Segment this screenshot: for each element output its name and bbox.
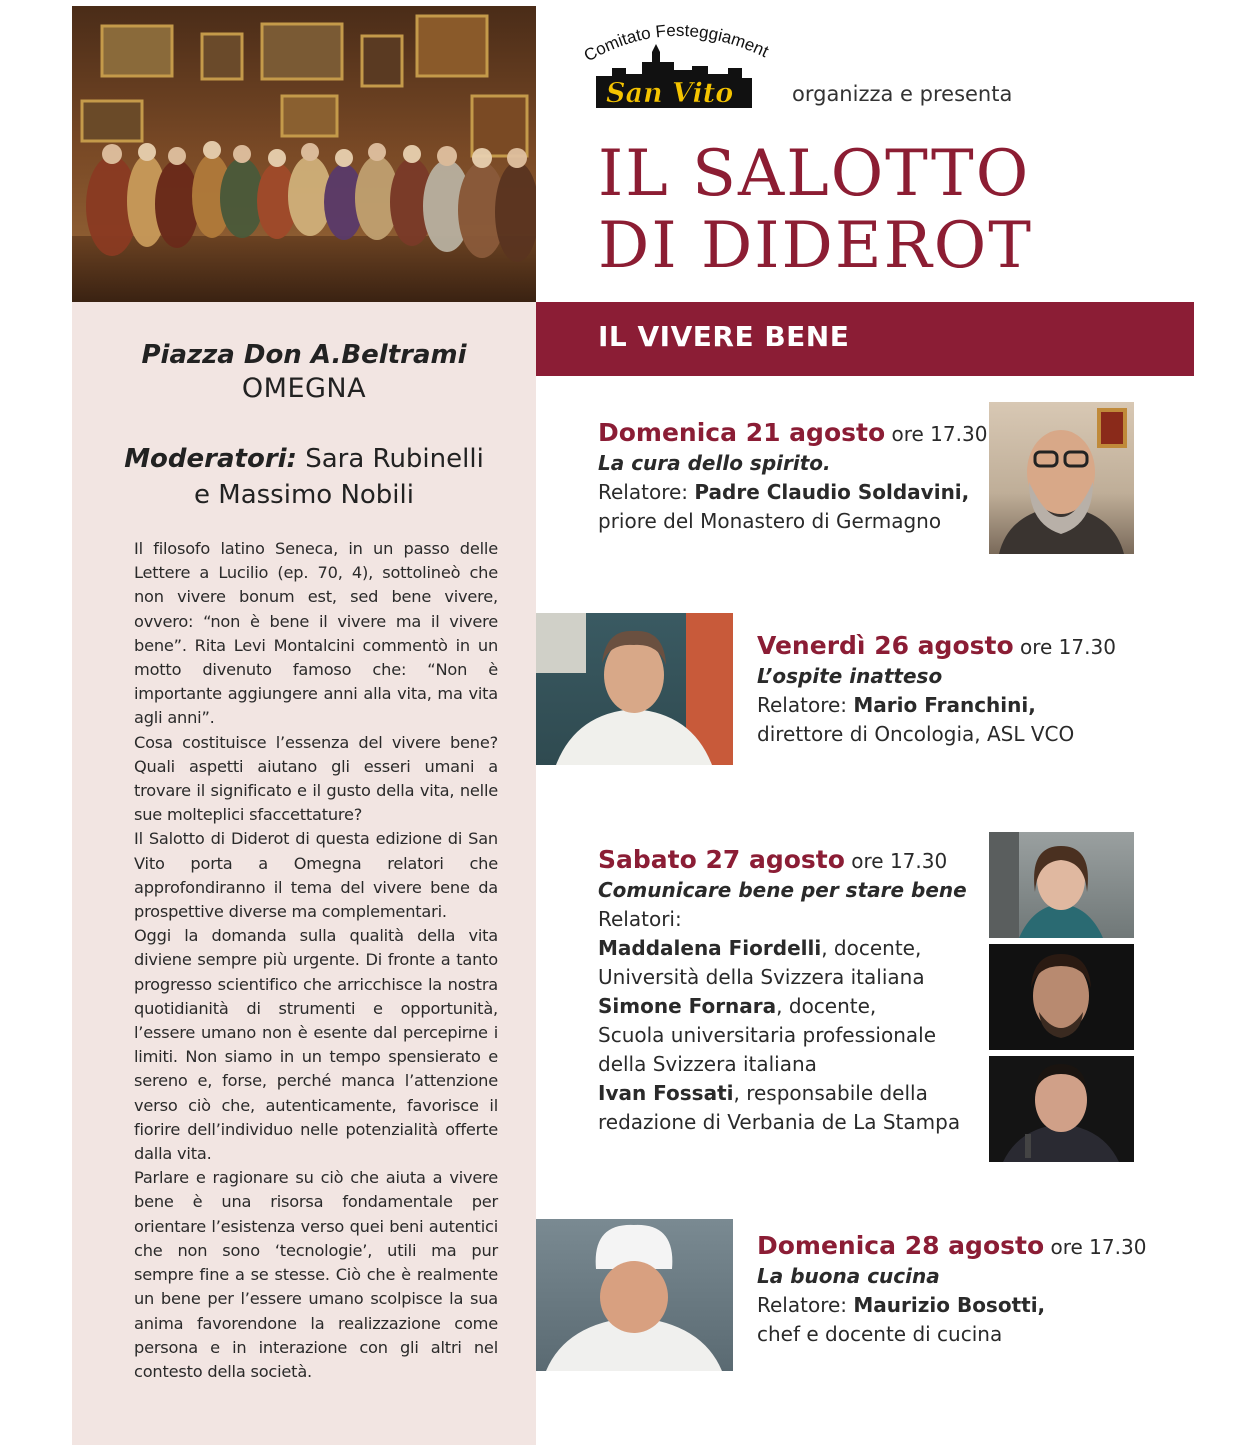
- event-3: [598, 845, 967, 1137]
- event-date: Venerdì 26 agosto: [757, 631, 1014, 660]
- event-topic: Comunicare bene per stare bene: [598, 878, 967, 902]
- speaker-name: Ivan Fossati: [598, 1081, 734, 1105]
- speaker-photo-fiordelli: [989, 832, 1134, 938]
- intro-paragraph: Parlare e ragionare su ciò che aiuta a vivere bene è una risorsa fondamentale per orientare l’esistenza verso quei beni autentici che non sono ‘tecnologie’, utili ma pur sempre fine a se stesse. Ciò che è realmente un bene per l’essere umano scolpisce la sua anima favorendone la realizzazione come persona e in interazione con gli altri nel contesto della società.: [134, 1168, 498, 1381]
- moderators-label: Moderatori:: [124, 444, 297, 474]
- event-2: [757, 631, 1116, 749]
- event-date: Domenica 21 agosto: [598, 418, 886, 447]
- title-line-1: IL SALOTTO: [598, 137, 1031, 211]
- intro-paragraph: Oggi la domanda sulla qualità della vita diviene sempre più urgente. Di fronte a tanto progresso scientifico che arricchisce la nostra quotidianità di strumenti e opportunità, l’essere umano non è esente dal percepirne i limiti. Non siamo in un tempo spensierato e sereno e, forse, perché manca l’attenzione verso ciò che, autenticamente, favorisce il fiorire dell’individuo nelle potenzialità offerte dalla vita.: [134, 926, 498, 1164]
- theme-band: [536, 302, 1194, 376]
- relatore-label: Relatore:: [757, 1293, 854, 1317]
- venue-city: OMEGNA: [241, 373, 367, 404]
- speaker-affiliation: della Svizzera italiana: [598, 1052, 817, 1076]
- speaker-affiliation: Scuola universitaria professionale: [598, 1023, 936, 1047]
- relatore-name: Padre Claudio Soldavini,: [694, 480, 970, 504]
- speaker-affiliation: Università della Svizzera italiana: [598, 965, 925, 989]
- relatore-name: Maurizio Bosotti,: [853, 1293, 1046, 1317]
- event-1: [598, 418, 987, 536]
- theme-label: IL VIVERE BENE: [598, 320, 850, 353]
- speaker-role: , docente,: [821, 936, 922, 960]
- relatore-role: direttore di Oncologia, ASL VCO: [757, 722, 1075, 746]
- speaker-name: Maddalena Fiordelli: [598, 936, 822, 960]
- speaker-name: Simone Fornara: [598, 994, 777, 1018]
- relatore-label: Relatore:: [598, 480, 695, 504]
- intro-paragraph: Cosa costituisce l’essenza del vivere bene? Quali aspetti aiutano gli esseri umani a trovare il significato e il gusto della vita, nelle sue molteplici sfaccettature?: [134, 732, 498, 825]
- moderators-names-1: Sara Rubinelli: [296, 444, 484, 474]
- relatori-label: Relatori:: [598, 907, 682, 931]
- relatore-role: priore del Monastero di Germagno: [598, 509, 942, 533]
- event-date: Sabato 27 agosto: [598, 845, 845, 874]
- event-time: ore 17.30: [1044, 1235, 1147, 1259]
- event-time: ore 17.30: [885, 422, 988, 446]
- event-topic: L’ospite inatteso: [757, 664, 943, 688]
- title-line-2: DI DIDEROT: [598, 209, 1033, 283]
- event-topic: La cura dello spirito.: [598, 451, 831, 475]
- event-topic: La buona cucina: [757, 1264, 940, 1288]
- speaker-photo-fornara: [989, 944, 1134, 1050]
- speaker-affiliation: redazione di Verbania de La Stampa: [598, 1110, 961, 1134]
- intro-paragraph: Il filosofo latino Seneca, in un passo delle Lettere a Lucilio (ep. 70, 4), sottolineò che non vivere bonum est, sed bene vivere, ovvero: “non è bene il vivere ma il vivere bene”. Rita Levi Montalcini commentò in un motto divenuto famoso che: “Non è importante aggiungere anni alla vita, ma vita agli anni”.: [134, 539, 498, 728]
- salon-painting: [72, 6, 536, 302]
- speaker-photo-franchini: [536, 613, 733, 765]
- event-time: ore 17.30: [844, 849, 948, 873]
- venue-place: Piazza Don A.Beltrami: [141, 340, 467, 370]
- logo-name: San Vito: [606, 78, 734, 109]
- event-date: Domenica 28 agosto: [757, 1231, 1045, 1260]
- relatore-name: Mario Franchini,: [853, 693, 1036, 717]
- speaker-photo-soldavini: [989, 402, 1134, 554]
- organizza-text: organizza e presenta: [792, 82, 1013, 106]
- event-title: [598, 138, 1158, 282]
- event-4: [757, 1231, 1146, 1349]
- relatore-label: Relatore:: [757, 693, 854, 717]
- san-vito-logo: [582, 18, 772, 118]
- speaker-role: , responsabile della: [733, 1081, 928, 1105]
- logo-arc-text: Comitato Festeggiament: [582, 20, 772, 66]
- speaker-photo-fossati: [989, 1056, 1134, 1162]
- speaker-photo-bosotti: [536, 1219, 733, 1371]
- event-time: ore 17.30: [1013, 635, 1116, 659]
- moderators-names-2: e Massimo Nobili: [194, 480, 414, 510]
- intro-paragraph: Il Salotto di Diderot di questa edizione di San Vito porta a Omegna relatori che approfondiranno il tema del vivere bene da prospettive diverse ma complementari.: [134, 829, 498, 922]
- intro-text: [134, 537, 498, 1384]
- speaker-role: , docente,: [776, 994, 877, 1018]
- moderators: [72, 441, 536, 513]
- venue: [72, 338, 536, 406]
- relatore-role: chef e docente di cucina: [757, 1322, 1003, 1346]
